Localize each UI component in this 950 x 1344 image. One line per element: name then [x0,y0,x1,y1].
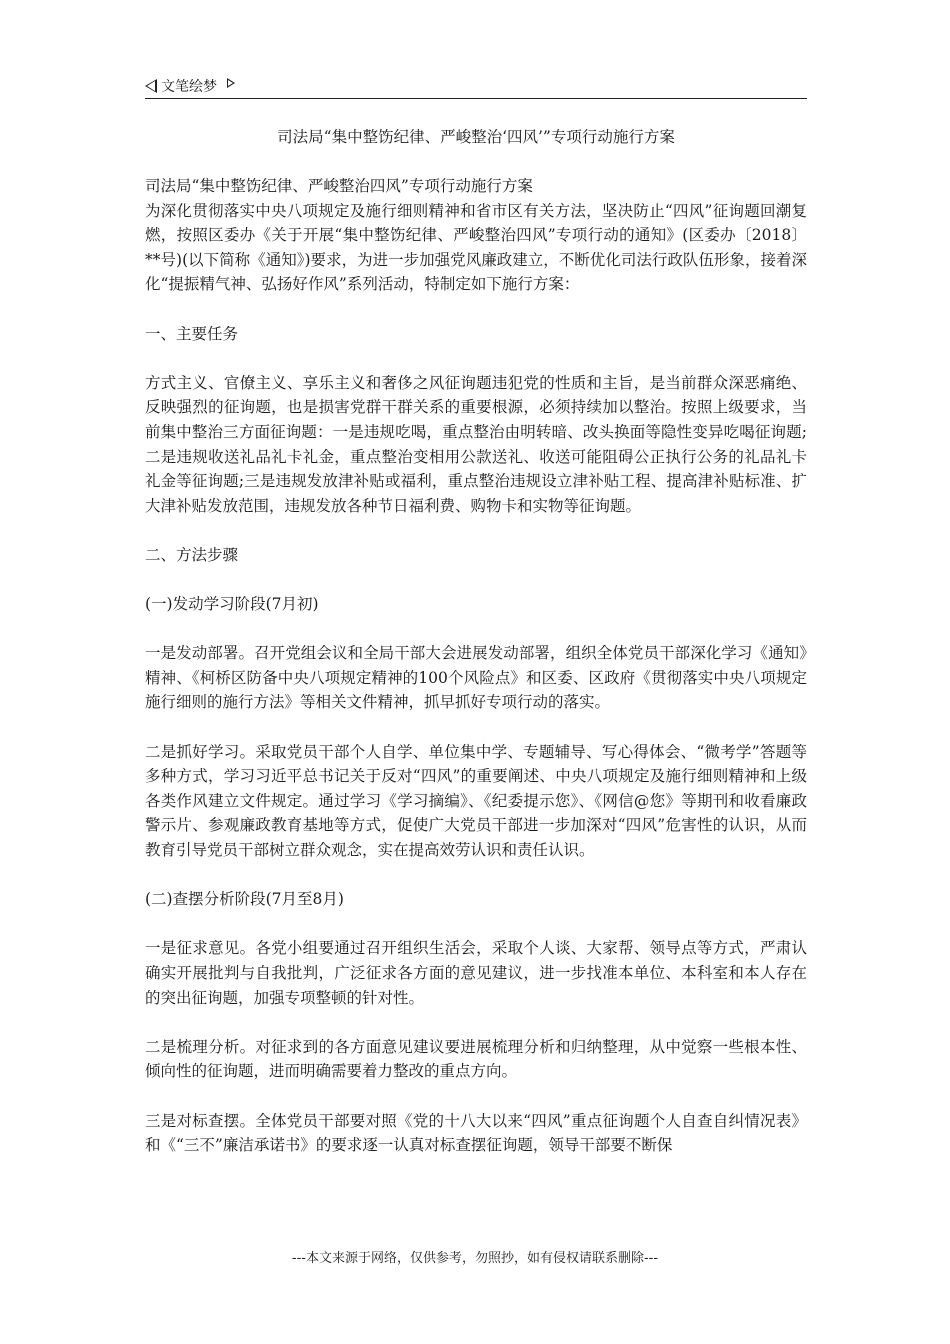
triangle-right-icon [227,78,235,88]
document-body [145,174,807,1158]
paragraph: 司法局“集中整饬纪律、严峻整治四风”专项行动施行方案 [145,177,533,195]
subsection-heading: (二)查摆分析阶段(7月至8月) [145,890,344,909]
triangle-left-icon [145,79,157,93]
subsection-heading: (一)发动学习阶段(7月初) [145,595,319,614]
document-title: 司法局“集中整饬纪律、严峻整治‘四风’”专项行动施行方案 [277,128,675,146]
paragraph: 二是抓好学习。采取党员干部个人自学、单位集中学、专题辅导、写心得体会、“微考学”答题等多种方式，学习习近平总书记关于反对“四风”的重要阐述、中央八项规定及施行细则精神和上级各类作风建立文件规定。通过学习《学习摘编》、《纪委提示您》、《网信@您》等期刊和收看廉政警示片、参观廉政教育基地等方式，促使广大党员干部进一步加深对“四风”危害性的认识，从而教育引导党员干部树立群众观念，实在提高效劳认识和责任认识。 [145,742,807,860]
paragraph: 二是梳理分析。对征求到的各方面意见建议要进展梳理分析和归纳整理，从中觉察一些根本性、倾向性的征询题，进而明确需要着力整改的重点方向。 [145,1037,807,1081]
paragraph: 为深化贯彻落实中央八项规定及施行细则精神和省市区有关方法，坚决防止“四风”征询题回潮复燃，按照区委办《关于开展“集中整饬纪律、严峻整治四风”专项行动的通知》(区委办〔2018〕**号)(以下简称《通知》)要求，为进一步加强党风廉政建立，不断优化司法行政队伍形象，接着深化“提振精气神、弘扬好作风”系列活动，特制定如下施行方案： [145,201,807,294]
section-heading: 一、主要任务 [145,324,239,343]
document-page [145,0,807,1344]
paragraph: 三是对标查摆。全体党员干部要对照《党的十八大以来“四风”重点征询题个人自查自纠情况表》和《“三不”廉洁承诺书》的要求逐一认真对标查摆征询题，领导干部要不断保 [145,1111,807,1155]
footer-notice: ---本文来源于网络，仅供参考，勿照抄，如有侵权请联系删除--- [291,1251,659,1266]
page-header [145,74,807,99]
header-brand: 文笔绘梦 [161,79,217,95]
paragraph: 一是征求意见。各党小组要通过召开组织生活会，采取个人谈、大家帮、领导点等方式，严肃认确实开展批判与自我批判，广泛征求各方面的意见建议，进一步找准本单位、本科室和本人存在的突出征询题，加强专项整顿的针对性。 [145,939,807,1007]
paragraph: 一是发动部署。召开党组会议和全局干部大会进展发动部署，组织全体党员干部深化学习《通知》精神、《柯桥区防备中央八项规定精神的100个风险点》和区委、区政府《贯彻落实中央八项规定施行细则的施行方法》等相关文件精神，抓早抓好专项行动的落实。 [145,644,807,712]
section-heading: 二、方法步骤 [145,545,239,564]
paragraph: 方式主义、官僚主义、享乐主义和奢侈之风征询题违犯党的性质和主旨，是当前群众深恶痛绝、反映强烈的征询题，也是损害党群干群关系的重要根源，必须持续加以整治。按照上级要求，当前集中整治三方面征询题：一是违规吃喝，重点整治由明转暗、改头换面等隐性变异吃喝征询题;二是违规收送礼品礼卡礼金，重点整治变相用公款送礼、收送可能阻碍公正执行公务的礼品礼卡礼金等征询题;三是违规发放津补贴或福利，重点整治违规设立津补贴工程、提高津补贴标准、扩大津补贴发放范围，违规发放各种节日福利费、购物卡和实物等征询题。 [145,373,807,515]
